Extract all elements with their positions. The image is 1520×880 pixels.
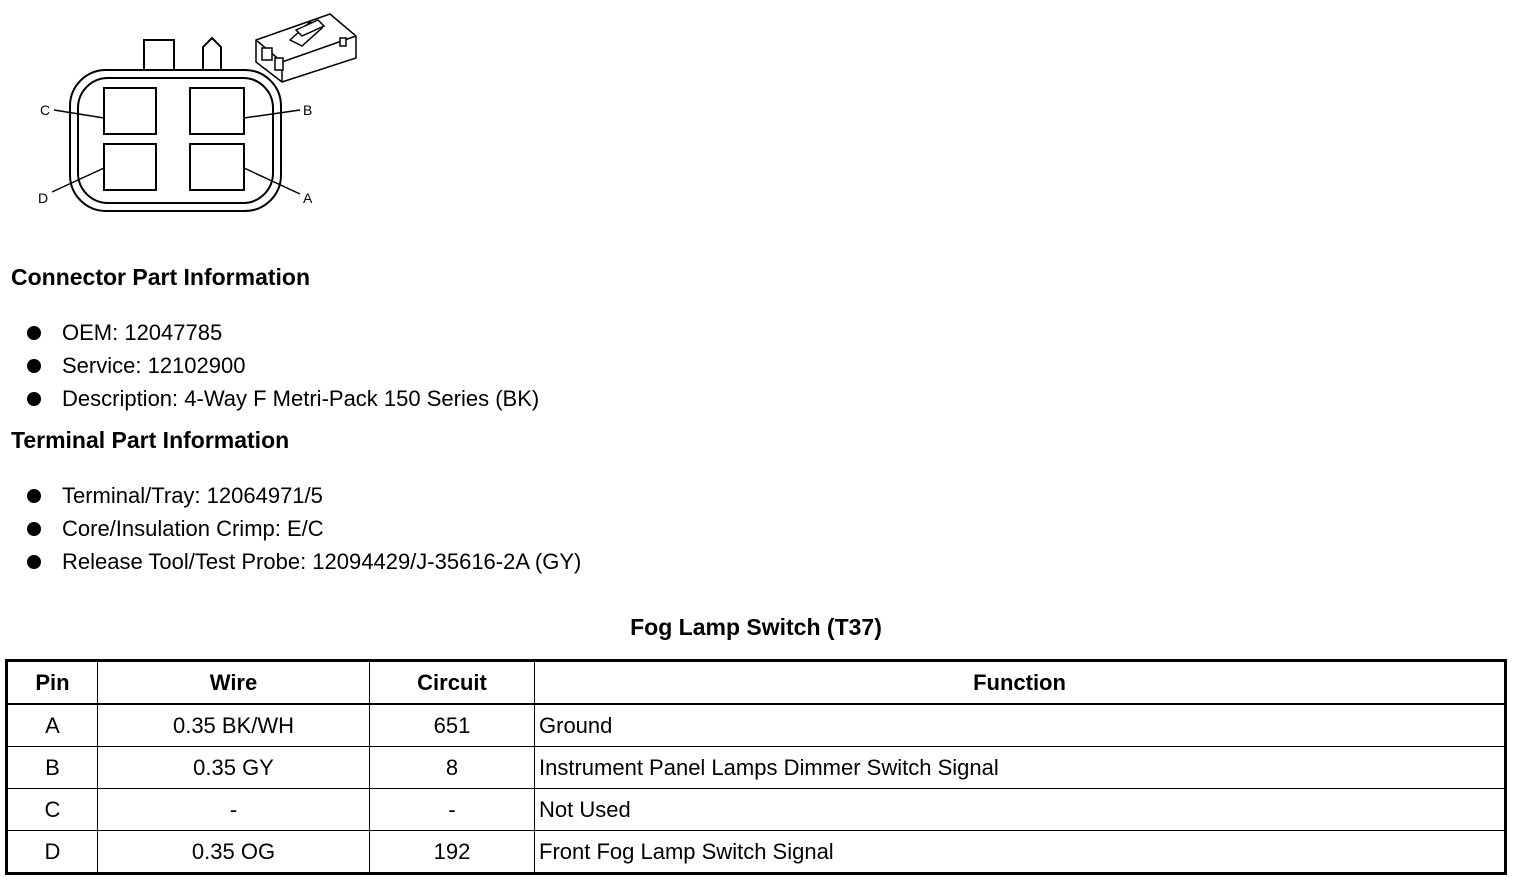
cell-function: Not Used: [535, 789, 1506, 831]
cell-pin: A: [7, 704, 98, 747]
bullet-icon: [27, 522, 41, 536]
pin-label-b: B: [303, 102, 313, 118]
cell-wire: 0.35 OG: [98, 831, 370, 874]
connector-body-outer: [70, 70, 281, 211]
list-item: OEM: 12047785: [27, 316, 539, 349]
connector-latch-tab: [144, 40, 174, 73]
list-item: Terminal/Tray: 12064971/5: [27, 479, 581, 512]
table-row: [7, 704, 1506, 747]
table-row: [7, 831, 1506, 874]
terminal-part-information-heading: Terminal Part Information: [11, 427, 290, 453]
cell-circuit: 192: [370, 831, 535, 874]
table-title: Fog Lamp Switch (T37): [630, 614, 882, 640]
cell-pin: C: [7, 789, 98, 831]
list-item: Description: 4-Way F Metri-Pack 150 Series (BK): [27, 382, 539, 415]
cavity-b: [190, 88, 244, 134]
connector-part-information-list: [27, 316, 539, 415]
header-pin: Pin: [7, 661, 98, 705]
bullet-icon: [27, 392, 41, 406]
terminal-part-information-list: [27, 479, 581, 578]
cavity-a: [190, 144, 244, 190]
cell-pin: B: [7, 747, 98, 789]
cell-circuit: 651: [370, 704, 535, 747]
cell-function: Ground: [535, 704, 1506, 747]
cell-circuit: -: [370, 789, 535, 831]
cell-wire: 0.35 GY: [98, 747, 370, 789]
cavity-d: [104, 144, 156, 190]
pin-label-c: C: [40, 102, 51, 118]
header-wire: Wire: [98, 661, 370, 705]
table-row: [7, 747, 1506, 789]
cell-wire: -: [98, 789, 370, 831]
cell-circuit: 8: [370, 747, 535, 789]
bullet-icon: [27, 489, 41, 503]
header-circuit: Circuit: [370, 661, 535, 705]
cell-wire: 0.35 BK/WH: [98, 704, 370, 747]
bullet-icon: [27, 359, 41, 373]
list-item: Core/Insulation Crimp: E/C: [27, 512, 581, 545]
cell-pin: D: [7, 831, 98, 874]
list-item: Release Tool/Test Probe: 12094429/J-35616-2A (GY): [27, 545, 581, 578]
cell-function: Instrument Panel Lamps Dimmer Switch Signal: [535, 747, 1506, 789]
connector-part-information-heading: Connector Part Information: [11, 264, 311, 290]
header-function: Function: [535, 661, 1506, 705]
list-item: Service: 12102900: [27, 349, 539, 382]
table-header-row: [7, 661, 1506, 705]
cell-function: Front Fog Lamp Switch Signal: [535, 831, 1506, 874]
bullet-icon: [27, 555, 41, 569]
pin-label-a: A: [303, 190, 313, 206]
pin-label-d: D: [38, 190, 49, 206]
bullet-icon: [27, 326, 41, 340]
connector-diagram: [0, 0, 380, 225]
connector-isometric-icon: [256, 14, 356, 82]
pinout-table: [5, 659, 1507, 875]
table-row: [7, 789, 1506, 831]
cavity-c: [104, 88, 156, 134]
